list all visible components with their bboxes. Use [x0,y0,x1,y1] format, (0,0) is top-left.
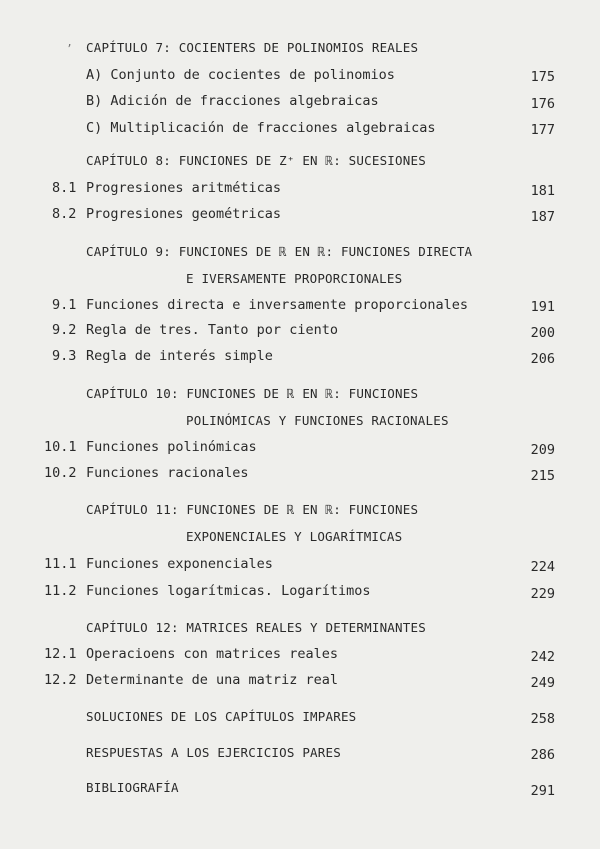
ch10-item-1: Funciones polinómicas [86,439,257,455]
chapter-9-title-line2: E IVERSAMENTE PROPORCIONALES [186,271,403,286]
ch9-item-2-num: 9.2 [52,322,77,338]
page-number: 224 [530,559,555,575]
page-number: 286 [530,747,555,763]
ch10-item-2: Funciones racionales [86,465,249,481]
chapter-11-title-line1: CAPÍTULO 11: FUNCIONES DE ℝ EN ℝ: FUNCIONES [86,502,419,517]
page-number: 209 [530,442,555,458]
respuestas-heading: RESPUESTAS A LOS EJERCICIOS PARES [86,745,341,760]
page-number: 191 [530,299,555,315]
chapter-11-title-line2: EXPONENCIALES Y LOGARÍTMICAS [186,529,403,544]
chapter-12-title: CAPÍTULO 12: MATRICES REALES Y DETERMINANTES [86,620,426,635]
ch9-item-2: Regla de tres. Tanto por ciento [86,322,338,338]
page-number: 187 [530,209,555,225]
page-number: 175 [530,69,555,85]
bibliografia-heading: BIBLIOGRAFÍA [86,780,179,795]
ch8-item-1-num: 8.1 [52,180,77,196]
chapter-10-title-line1: CAPÍTULO 10: FUNCIONES DE ℝ EN ℝ: FUNCIONES [86,386,419,401]
ch10-item-1-num: 10.1 [44,439,77,455]
chapter-8-title: CAPÍTULO 8: FUNCIONES DE Z⁺ EN ℝ: SUCESIONES [86,153,426,168]
ch12-item-2-num: 12.2 [44,672,77,688]
ch12-item-1: Operacioens con matrices reales [86,646,338,662]
page-number: 242 [530,649,555,665]
ch8-item-1: Progresiones aritméticas [86,180,282,196]
page-number: 200 [530,325,555,341]
page-number: 249 [530,675,555,691]
ch11-item-1-num: 11.1 [44,556,77,572]
chapter-9-title-line1: CAPÍTULO 9: FUNCIONES DE ℝ EN ℝ: FUNCIONES DIRECTA [86,244,473,259]
ch7-item-a: A) Conjunto de cocientes de polinomios [86,67,395,83]
ch9-item-3: Regla de interés simple [86,348,273,364]
ch11-item-2: Funciones logarítmicas. Logarítimos [86,583,371,599]
soluciones-heading: SOLUCIONES DE LOS CAPÍTULOS IMPARES [86,709,357,724]
ch8-item-2: Progresiones geométricas [86,206,282,222]
chapter-7-title: CAPÍTULO 7: COCIENTERS DE POLINOMIOS REALES [86,40,419,55]
ch9-item-1: Funciones directa e inversamente proporcionales [86,297,469,313]
page-number: 206 [530,351,555,367]
page-number: 177 [530,122,555,138]
ch10-item-2-num: 10.2 [44,465,77,481]
ch12-item-1-num: 12.1 [44,646,77,662]
ch11-item-2-num: 11.2 [44,583,77,599]
page-number: 258 [530,711,555,727]
ch7-item-b: B) Adición de fracciones algebraicas [86,93,379,109]
page-number: 176 [530,96,555,112]
ch11-item-1: Funciones exponenciales [86,556,273,572]
ch12-item-2: Determinante de una matriz real [86,672,338,688]
ch9-item-1-num: 9.1 [52,297,77,313]
ch9-item-3-num: 9.3 [52,348,77,364]
page-number: 181 [530,183,555,199]
scan-speck: ’ [66,42,73,55]
page-number: 229 [530,586,555,602]
ch7-item-c: C) Multiplicación de fracciones algebraicas [86,120,436,136]
chapter-10-title-line2: POLINÓMICAS Y FUNCIONES RACIONALES [186,413,449,428]
page-number: 215 [530,468,555,484]
page-number: 291 [530,783,555,799]
ch8-item-2-num: 8.2 [52,206,77,222]
